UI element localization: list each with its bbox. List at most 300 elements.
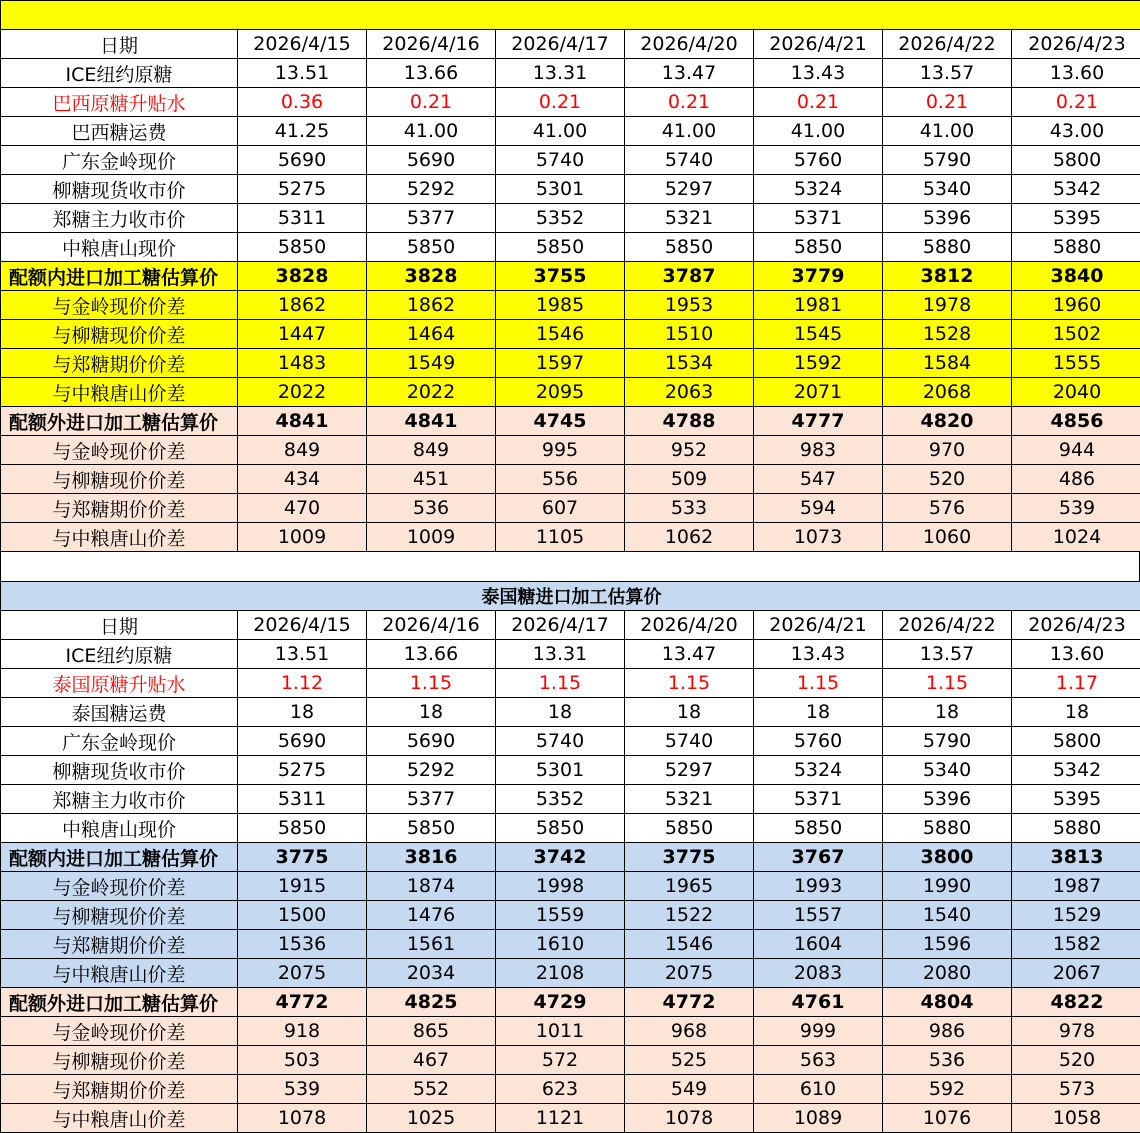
value-cell[interactable]: 552	[367, 1075, 496, 1104]
value-cell[interactable]: 3787	[625, 262, 754, 291]
value-cell[interactable]: 1596	[883, 930, 1012, 959]
value-cell[interactable]: 525	[625, 1046, 754, 1075]
value-cell[interactable]: 1483	[238, 349, 367, 378]
row-label-cell[interactable]: 配额外进口加工糖估算价	[1, 988, 238, 1017]
table-row	[1, 1075, 1140, 1104]
value-cell[interactable]: 865	[367, 1017, 496, 1046]
value-cell[interactable]: 1105	[496, 523, 625, 552]
value-cell[interactable]: 0.21	[754, 88, 883, 117]
value-cell[interactable]: 5850	[625, 233, 754, 262]
value-cell[interactable]: 536	[367, 494, 496, 523]
row-label-cell[interactable]: 与柳糖现价价差	[1, 465, 238, 494]
value-cell[interactable]: 539	[1012, 494, 1140, 523]
value-cell[interactable]: 41.00	[754, 117, 883, 146]
value-cell[interactable]: 5740	[496, 727, 625, 756]
value-cell[interactable]: 13.31	[496, 640, 625, 669]
value-cell[interactable]: 5342	[1012, 756, 1140, 785]
value-cell[interactable]: 999	[754, 1017, 883, 1046]
value-cell[interactable]: 13.60	[1012, 640, 1140, 669]
row-label-cell[interactable]: 与金岭现价价差	[1, 291, 238, 320]
value-cell[interactable]: 592	[883, 1075, 1012, 1104]
value-cell[interactable]: 5880	[1012, 814, 1140, 843]
value-cell[interactable]: 2080	[883, 959, 1012, 988]
value-cell[interactable]: 1604	[754, 930, 883, 959]
row-label-cell[interactable]: 与中粮唐山价差	[1, 959, 238, 988]
value-cell[interactable]: 0.21	[625, 88, 754, 117]
value-cell[interactable]: 0.21	[367, 88, 496, 117]
row-label-cell[interactable]: 与金岭现价价差	[1, 1017, 238, 1046]
value-cell[interactable]: 509	[625, 465, 754, 494]
value-cell[interactable]: 849	[367, 436, 496, 465]
section-title-row	[1, 1, 1140, 30]
value-cell[interactable]: 18	[754, 698, 883, 727]
value-cell[interactable]: 2022	[238, 378, 367, 407]
table-row	[1, 901, 1140, 930]
value-cell[interactable]: 5850	[496, 814, 625, 843]
value-cell[interactable]: 1981	[754, 291, 883, 320]
value-cell[interactable]: 1.12	[238, 669, 367, 698]
value-cell[interactable]: 503	[238, 1046, 367, 1075]
value-cell[interactable]: 2063	[625, 378, 754, 407]
value-cell[interactable]: 623	[496, 1075, 625, 1104]
value-cell[interactable]: 4822	[1012, 988, 1140, 1017]
value-cell[interactable]: 5880	[883, 814, 1012, 843]
value-cell[interactable]: 536	[883, 1046, 1012, 1075]
value-cell[interactable]: 1584	[883, 349, 1012, 378]
row-label-cell[interactable]: 郑糖主力收市价	[1, 785, 238, 814]
value-cell[interactable]: 41.00	[367, 117, 496, 146]
value-cell[interactable]: 1078	[625, 1104, 754, 1133]
value-cell[interactable]: 594	[754, 494, 883, 523]
value-cell[interactable]: 1592	[754, 349, 883, 378]
value-cell[interactable]: 0.21	[1012, 88, 1140, 117]
value-cell[interactable]: 451	[367, 465, 496, 494]
value-cell[interactable]: 41.00	[883, 117, 1012, 146]
value-cell[interactable]: 2067	[1012, 959, 1140, 988]
value-cell[interactable]: 3828	[367, 262, 496, 291]
value-cell[interactable]: 4804	[883, 988, 1012, 1017]
value-cell[interactable]: 1510	[625, 320, 754, 349]
value-cell[interactable]: 3812	[883, 262, 1012, 291]
value-cell[interactable]: 1.15	[754, 669, 883, 698]
value-cell[interactable]: 5740	[625, 727, 754, 756]
value-cell[interactable]: 572	[496, 1046, 625, 1075]
value-cell[interactable]: 4825	[367, 988, 496, 1017]
value-cell[interactable]: 1089	[754, 1104, 883, 1133]
value-cell[interactable]: 1953	[625, 291, 754, 320]
header-date-cell[interactable]: 2026/4/16	[367, 30, 496, 59]
value-cell[interactable]: 2108	[496, 959, 625, 988]
table-row	[1, 959, 1140, 988]
value-cell[interactable]: 983	[754, 436, 883, 465]
section-title[interactable]	[1, 1, 1140, 30]
row-label-cell[interactable]: 泰国原糖升贴水	[1, 669, 238, 698]
value-cell[interactable]: 1555	[1012, 349, 1140, 378]
row-label-cell[interactable]: 柳糖现货收市价	[1, 756, 238, 785]
row-label-cell[interactable]: 与郑糖期价价差	[1, 494, 238, 523]
value-cell[interactable]: 2068	[883, 378, 1012, 407]
value-cell[interactable]: 4729	[496, 988, 625, 1017]
value-cell[interactable]: 5850	[238, 233, 367, 262]
section-title[interactable]: 泰国糖进口加工估算价	[1, 582, 1140, 611]
value-cell[interactable]: 4772	[238, 988, 367, 1017]
value-cell[interactable]: 1546	[496, 320, 625, 349]
value-cell[interactable]: 1058	[1012, 1104, 1140, 1133]
value-cell[interactable]: 1965	[625, 872, 754, 901]
value-cell[interactable]: 5790	[883, 727, 1012, 756]
value-cell[interactable]: 4777	[754, 407, 883, 436]
row-label-cell[interactable]: 与金岭现价价差	[1, 436, 238, 465]
value-cell[interactable]: 1464	[367, 320, 496, 349]
value-cell[interactable]: 1.17	[1012, 669, 1140, 698]
value-cell[interactable]: 5850	[496, 233, 625, 262]
table-row	[1, 262, 1140, 291]
value-cell[interactable]: 1076	[883, 1104, 1012, 1133]
value-cell[interactable]: 3775	[238, 843, 367, 872]
value-cell[interactable]: 1990	[883, 872, 1012, 901]
value-cell[interactable]: 918	[238, 1017, 367, 1046]
value-cell[interactable]: 5395	[1012, 204, 1140, 233]
value-cell[interactable]: 5321	[625, 204, 754, 233]
value-cell[interactable]: 1529	[1012, 901, 1140, 930]
header-date-cell[interactable]: 2026/4/15	[238, 30, 367, 59]
value-cell[interactable]: 13.43	[754, 640, 883, 669]
value-cell[interactable]: 1121	[496, 1104, 625, 1133]
value-cell[interactable]: 520	[883, 465, 1012, 494]
row-label-cell[interactable]: 巴西糖运费	[1, 117, 238, 146]
row-label-cell[interactable]: 配额外进口加工糖估算价	[1, 407, 238, 436]
value-cell[interactable]: 5301	[496, 756, 625, 785]
value-cell[interactable]: 1060	[883, 523, 1012, 552]
value-cell[interactable]: 549	[625, 1075, 754, 1104]
value-cell[interactable]: 13.47	[625, 59, 754, 88]
value-cell[interactable]: 41.00	[496, 117, 625, 146]
value-cell[interactable]: 1447	[238, 320, 367, 349]
value-cell[interactable]: 5297	[625, 175, 754, 204]
value-cell[interactable]: 5850	[367, 814, 496, 843]
value-cell[interactable]: 13.57	[883, 59, 1012, 88]
value-cell[interactable]: 5352	[496, 204, 625, 233]
row-label-cell[interactable]: 与中粮唐山价差	[1, 1104, 238, 1133]
value-cell[interactable]: 563	[754, 1046, 883, 1075]
value-cell[interactable]: 0.21	[883, 88, 1012, 117]
value-cell[interactable]: 970	[883, 436, 1012, 465]
row-label-cell[interactable]: ICE纽约原糖	[1, 640, 238, 669]
value-cell[interactable]: 968	[625, 1017, 754, 1046]
value-cell[interactable]: 18	[625, 698, 754, 727]
value-cell[interactable]: 1610	[496, 930, 625, 959]
value-cell[interactable]: 1476	[367, 901, 496, 930]
value-cell[interactable]: 1985	[496, 291, 625, 320]
value-cell[interactable]: 2083	[754, 959, 883, 988]
value-cell[interactable]: 1024	[1012, 523, 1140, 552]
row-label-cell[interactable]: 与柳糖现价价差	[1, 1046, 238, 1075]
value-cell[interactable]: 2071	[754, 378, 883, 407]
value-cell[interactable]: 4841	[367, 407, 496, 436]
value-cell[interactable]: 3800	[883, 843, 1012, 872]
value-cell[interactable]: 1540	[883, 901, 1012, 930]
row-label-cell[interactable]: 配额内进口加工糖估算价	[1, 843, 238, 872]
value-cell[interactable]: 5850	[367, 233, 496, 262]
row-label-cell[interactable]: 与郑糖期价价差	[1, 930, 238, 959]
value-cell[interactable]: 5292	[367, 756, 496, 785]
row-label-cell[interactable]: 中粮唐山现价	[1, 814, 238, 843]
value-cell[interactable]: 1960	[1012, 291, 1140, 320]
value-cell[interactable]: 995	[496, 436, 625, 465]
row-label-cell[interactable]: 巴西原糖升贴水	[1, 88, 238, 117]
row-label-cell[interactable]: 与郑糖期价价差	[1, 349, 238, 378]
value-cell[interactable]: 4841	[238, 407, 367, 436]
value-cell[interactable]: 3767	[754, 843, 883, 872]
row-label-cell[interactable]: 中粮唐山现价	[1, 233, 238, 262]
value-cell[interactable]: 539	[238, 1075, 367, 1104]
value-cell[interactable]: 4820	[883, 407, 1012, 436]
value-cell[interactable]: 41.25	[238, 117, 367, 146]
value-cell[interactable]: 1993	[754, 872, 883, 901]
value-cell[interactable]: 13.57	[883, 640, 1012, 669]
value-cell[interactable]: 13.66	[367, 640, 496, 669]
header-label-cell[interactable]: 日期	[1, 30, 238, 59]
header-date-cell[interactable]: 2026/4/23	[1012, 611, 1140, 640]
value-cell[interactable]: 1874	[367, 872, 496, 901]
value-cell[interactable]: 5297	[625, 756, 754, 785]
header-date-cell[interactable]: 2026/4/21	[754, 30, 883, 59]
value-cell[interactable]: 3828	[238, 262, 367, 291]
value-cell[interactable]: 576	[883, 494, 1012, 523]
value-cell[interactable]: 556	[496, 465, 625, 494]
value-cell[interactable]: 1998	[496, 872, 625, 901]
value-cell[interactable]: 5690	[238, 146, 367, 175]
value-cell[interactable]: 3775	[625, 843, 754, 872]
row-label-cell[interactable]: 柳糖现货收市价	[1, 175, 238, 204]
value-cell[interactable]: 5850	[238, 814, 367, 843]
value-cell[interactable]: 1549	[367, 349, 496, 378]
value-cell[interactable]: 5311	[238, 204, 367, 233]
value-cell[interactable]: 1987	[1012, 872, 1140, 901]
value-cell[interactable]: 2075	[625, 959, 754, 988]
value-cell[interactable]: 3816	[367, 843, 496, 872]
value-cell[interactable]: 5800	[1012, 727, 1140, 756]
value-cell[interactable]: 2095	[496, 378, 625, 407]
value-cell[interactable]: 5275	[238, 175, 367, 204]
value-cell[interactable]: 18	[496, 698, 625, 727]
value-cell[interactable]: 1078	[238, 1104, 367, 1133]
value-cell[interactable]: 434	[238, 465, 367, 494]
value-cell[interactable]: 18	[883, 698, 1012, 727]
row-label-cell[interactable]: 与金岭现价价差	[1, 872, 238, 901]
value-cell[interactable]: 41.00	[625, 117, 754, 146]
value-cell[interactable]: 5740	[625, 146, 754, 175]
header-date-cell[interactable]: 2026/4/21	[754, 611, 883, 640]
value-cell[interactable]: 1557	[754, 901, 883, 930]
value-cell[interactable]: 1011	[496, 1017, 625, 1046]
value-cell[interactable]: 2075	[238, 959, 367, 988]
table-row	[1, 669, 1140, 698]
value-cell[interactable]: 1536	[238, 930, 367, 959]
value-cell[interactable]: 1528	[883, 320, 1012, 349]
value-cell[interactable]: 5690	[367, 146, 496, 175]
value-cell[interactable]: 1025	[367, 1104, 496, 1133]
value-cell[interactable]: 5880	[883, 233, 1012, 262]
value-cell[interactable]: 1073	[754, 523, 883, 552]
value-cell[interactable]: 5850	[625, 814, 754, 843]
row-label-cell[interactable]: 广东金岭现价	[1, 727, 238, 756]
value-cell[interactable]: 3813	[1012, 843, 1140, 872]
value-cell[interactable]: 5790	[883, 146, 1012, 175]
value-cell[interactable]: 944	[1012, 436, 1140, 465]
value-cell[interactable]: 486	[1012, 465, 1140, 494]
value-cell[interactable]: 43.00	[1012, 117, 1140, 146]
table-row	[1, 378, 1140, 407]
value-cell[interactable]: 5760	[754, 146, 883, 175]
value-cell[interactable]: 2034	[367, 959, 496, 988]
value-cell[interactable]: 1545	[754, 320, 883, 349]
value-cell[interactable]: 470	[238, 494, 367, 523]
value-cell[interactable]: 1597	[496, 349, 625, 378]
header-date-cell[interactable]: 2026/4/23	[1012, 30, 1140, 59]
value-cell[interactable]: 3755	[496, 262, 625, 291]
row-label-cell[interactable]: 泰国糖运费	[1, 698, 238, 727]
value-cell[interactable]: 1.15	[883, 669, 1012, 698]
value-cell[interactable]: 1502	[1012, 320, 1140, 349]
value-cell[interactable]: 13.47	[625, 640, 754, 669]
value-cell[interactable]: 1009	[367, 523, 496, 552]
value-cell[interactable]: 18	[238, 698, 367, 727]
header-date-cell[interactable]: 2026/4/17	[496, 611, 625, 640]
row-label-cell[interactable]: 与柳糖现价价差	[1, 901, 238, 930]
value-cell[interactable]: 986	[883, 1017, 1012, 1046]
header-label-cell[interactable]: 日期	[1, 611, 238, 640]
value-cell[interactable]: 18	[1012, 698, 1140, 727]
section-gap	[0, 552, 1140, 581]
value-cell[interactable]: 4772	[625, 988, 754, 1017]
value-cell[interactable]: 5340	[883, 175, 1012, 204]
value-cell[interactable]: 5301	[496, 175, 625, 204]
value-cell[interactable]: 5760	[754, 727, 883, 756]
value-cell[interactable]: 5850	[754, 233, 883, 262]
value-cell[interactable]: 1009	[238, 523, 367, 552]
value-cell[interactable]: 5321	[625, 785, 754, 814]
value-cell[interactable]: 3840	[1012, 262, 1140, 291]
value-cell[interactable]: 13.60	[1012, 59, 1140, 88]
value-cell[interactable]: 5292	[367, 175, 496, 204]
value-cell[interactable]: 5377	[367, 204, 496, 233]
row-label-cell[interactable]: 配额内进口加工糖估算价	[1, 262, 238, 291]
value-cell[interactable]: 533	[625, 494, 754, 523]
row-label-cell[interactable]: 与中粮唐山价差	[1, 523, 238, 552]
value-cell[interactable]: 5377	[367, 785, 496, 814]
value-cell[interactable]: 1.15	[367, 669, 496, 698]
value-cell[interactable]: 4788	[625, 407, 754, 436]
value-cell[interactable]: 13.31	[496, 59, 625, 88]
value-cell[interactable]: 5880	[1012, 233, 1140, 262]
value-cell[interactable]: 1559	[496, 901, 625, 930]
row-label-cell[interactable]: 与柳糖现价价差	[1, 320, 238, 349]
value-cell[interactable]: 5690	[367, 727, 496, 756]
value-cell[interactable]: 1862	[238, 291, 367, 320]
value-cell[interactable]: 1582	[1012, 930, 1140, 959]
value-cell[interactable]: 1.15	[625, 669, 754, 698]
row-label-cell[interactable]: 与郑糖期价价差	[1, 1075, 238, 1104]
value-cell[interactable]: 5800	[1012, 146, 1140, 175]
value-cell[interactable]: 1978	[883, 291, 1012, 320]
value-cell[interactable]: 0.21	[496, 88, 625, 117]
value-cell[interactable]: 13.43	[754, 59, 883, 88]
value-cell[interactable]: 5740	[496, 146, 625, 175]
value-cell[interactable]: 1915	[238, 872, 367, 901]
value-cell[interactable]: 13.51	[238, 59, 367, 88]
table-row	[1, 233, 1140, 262]
value-cell[interactable]: 5690	[238, 727, 367, 756]
value-cell[interactable]: 4745	[496, 407, 625, 436]
value-cell[interactable]: 5352	[496, 785, 625, 814]
value-cell[interactable]: 18	[367, 698, 496, 727]
header-date-cell[interactable]: 2026/4/15	[238, 611, 367, 640]
value-cell[interactable]: 520	[1012, 1046, 1140, 1075]
value-cell[interactable]: 607	[496, 494, 625, 523]
value-cell[interactable]: 5395	[1012, 785, 1140, 814]
value-cell[interactable]: 5340	[883, 756, 1012, 785]
value-cell[interactable]: 5324	[754, 756, 883, 785]
value-cell[interactable]: 4856	[1012, 407, 1140, 436]
header-date-cell[interactable]: 2026/4/22	[883, 611, 1012, 640]
value-cell[interactable]: 4761	[754, 988, 883, 1017]
row-label-cell[interactable]: 广东金岭现价	[1, 146, 238, 175]
header-date-cell[interactable]: 2026/4/20	[625, 611, 754, 640]
value-cell[interactable]: 1062	[625, 523, 754, 552]
value-cell[interactable]: 5371	[754, 204, 883, 233]
value-cell[interactable]: 467	[367, 1046, 496, 1075]
header-date-cell[interactable]: 2026/4/22	[883, 30, 1012, 59]
value-cell[interactable]: 5396	[883, 204, 1012, 233]
value-cell[interactable]: 978	[1012, 1017, 1140, 1046]
value-cell[interactable]: 5324	[754, 175, 883, 204]
value-cell[interactable]: 3742	[496, 843, 625, 872]
value-cell[interactable]: 1534	[625, 349, 754, 378]
row-label-cell[interactable]: 郑糖主力收市价	[1, 204, 238, 233]
value-cell[interactable]: 1561	[367, 930, 496, 959]
row-label-cell[interactable]: ICE纽约原糖	[1, 59, 238, 88]
value-cell[interactable]: 610	[754, 1075, 883, 1104]
value-cell[interactable]: 5275	[238, 756, 367, 785]
value-cell[interactable]: 5396	[883, 785, 1012, 814]
value-cell[interactable]: 952	[625, 436, 754, 465]
value-cell[interactable]: 1862	[367, 291, 496, 320]
value-cell[interactable]: 1.15	[496, 669, 625, 698]
value-cell[interactable]: 13.51	[238, 640, 367, 669]
value-cell[interactable]: 5311	[238, 785, 367, 814]
value-cell[interactable]: 13.66	[367, 59, 496, 88]
value-cell[interactable]: 573	[1012, 1075, 1140, 1104]
value-cell[interactable]: 0.36	[238, 88, 367, 117]
value-cell[interactable]: 547	[754, 465, 883, 494]
value-cell[interactable]: 1522	[625, 901, 754, 930]
table-row	[1, 291, 1140, 320]
row-label-cell[interactable]: 与中粮唐山价差	[1, 378, 238, 407]
header-date-cell[interactable]: 2026/4/20	[625, 30, 754, 59]
value-cell[interactable]: 849	[238, 436, 367, 465]
header-date-cell[interactable]: 2026/4/16	[367, 611, 496, 640]
header-date-cell[interactable]: 2026/4/17	[496, 30, 625, 59]
value-cell[interactable]: 5371	[754, 785, 883, 814]
value-cell[interactable]: 5850	[754, 814, 883, 843]
value-cell[interactable]: 5342	[1012, 175, 1140, 204]
value-cell[interactable]: 1546	[625, 930, 754, 959]
value-cell[interactable]: 3779	[754, 262, 883, 291]
value-cell[interactable]: 2022	[367, 378, 496, 407]
value-cell[interactable]: 2040	[1012, 378, 1140, 407]
value-cell[interactable]: 1500	[238, 901, 367, 930]
